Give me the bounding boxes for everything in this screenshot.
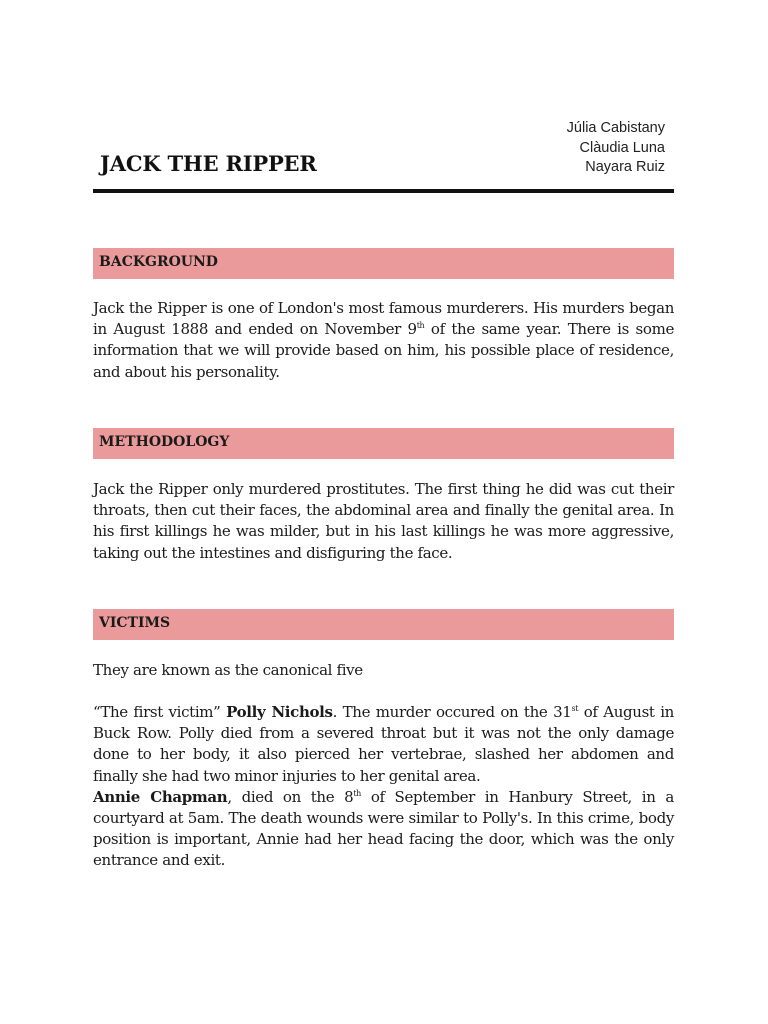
victim-text: of September in Hanbury Street, in a courtyard at 5am. The death wounds were similar to Polly's. In this crime, body position is important, Annie had her head facing the door, which was the only entrance and exit. [93,787,674,870]
section-heading-background: BACKGROUND [93,248,674,279]
victim-polly-paragraph [93,702,674,872]
victims-intro: They are known as the canonical five [93,661,363,679]
ordinal-suffix: st [571,704,579,713]
background-text: Jack the Ripper is one of London's most famous murderers. His murders began in August 1888 and ended on November 9 [93,299,674,339]
section-heading-methodology: METHODOLOGY [93,428,674,459]
author-list [567,119,665,178]
author-name: Nayara Ruiz [585,159,665,175]
victim-name: Annie Chapman [93,787,228,806]
author-name: Júlia Cabistany [566,120,665,136]
methodology-paragraph: Jack the Ripper only murdered prostitutes. The first thing he did was cut their throats, then cut their faces, the abdominal area and finally the genital area. In his first killings he was milder, but in his last killings he was more aggressive, taking out the intestines and disfiguring the face. [93,480,674,562]
section-heading-victims: VICTIMS [93,609,674,640]
author-name: Clàudia Luna [579,139,665,156]
background-paragraph [93,298,674,383]
victim-text: . The murder occured on the 31 [332,703,572,721]
victim-text: of August in Buck Row. Polly died from a severed throat but it was not the only damage done to her body, it also pierced her vertebrae, slashed her abdomen and finally she had two minor injuries to her genital area. [93,703,674,785]
title-divider [93,189,674,193]
victim-name: Polly Nichols [226,703,333,721]
ordinal-suffix: th [353,788,361,798]
victim-text: , died on the 8 [227,787,354,806]
ordinal-suffix: th [416,321,425,331]
victim-lead: “The first victim” [93,703,227,721]
background-text: of the same year. There is some information that we will provide based on him, his possible place of residence, and about his personality. [93,320,674,381]
document-title: JACK THE RIPPER [100,151,317,176]
